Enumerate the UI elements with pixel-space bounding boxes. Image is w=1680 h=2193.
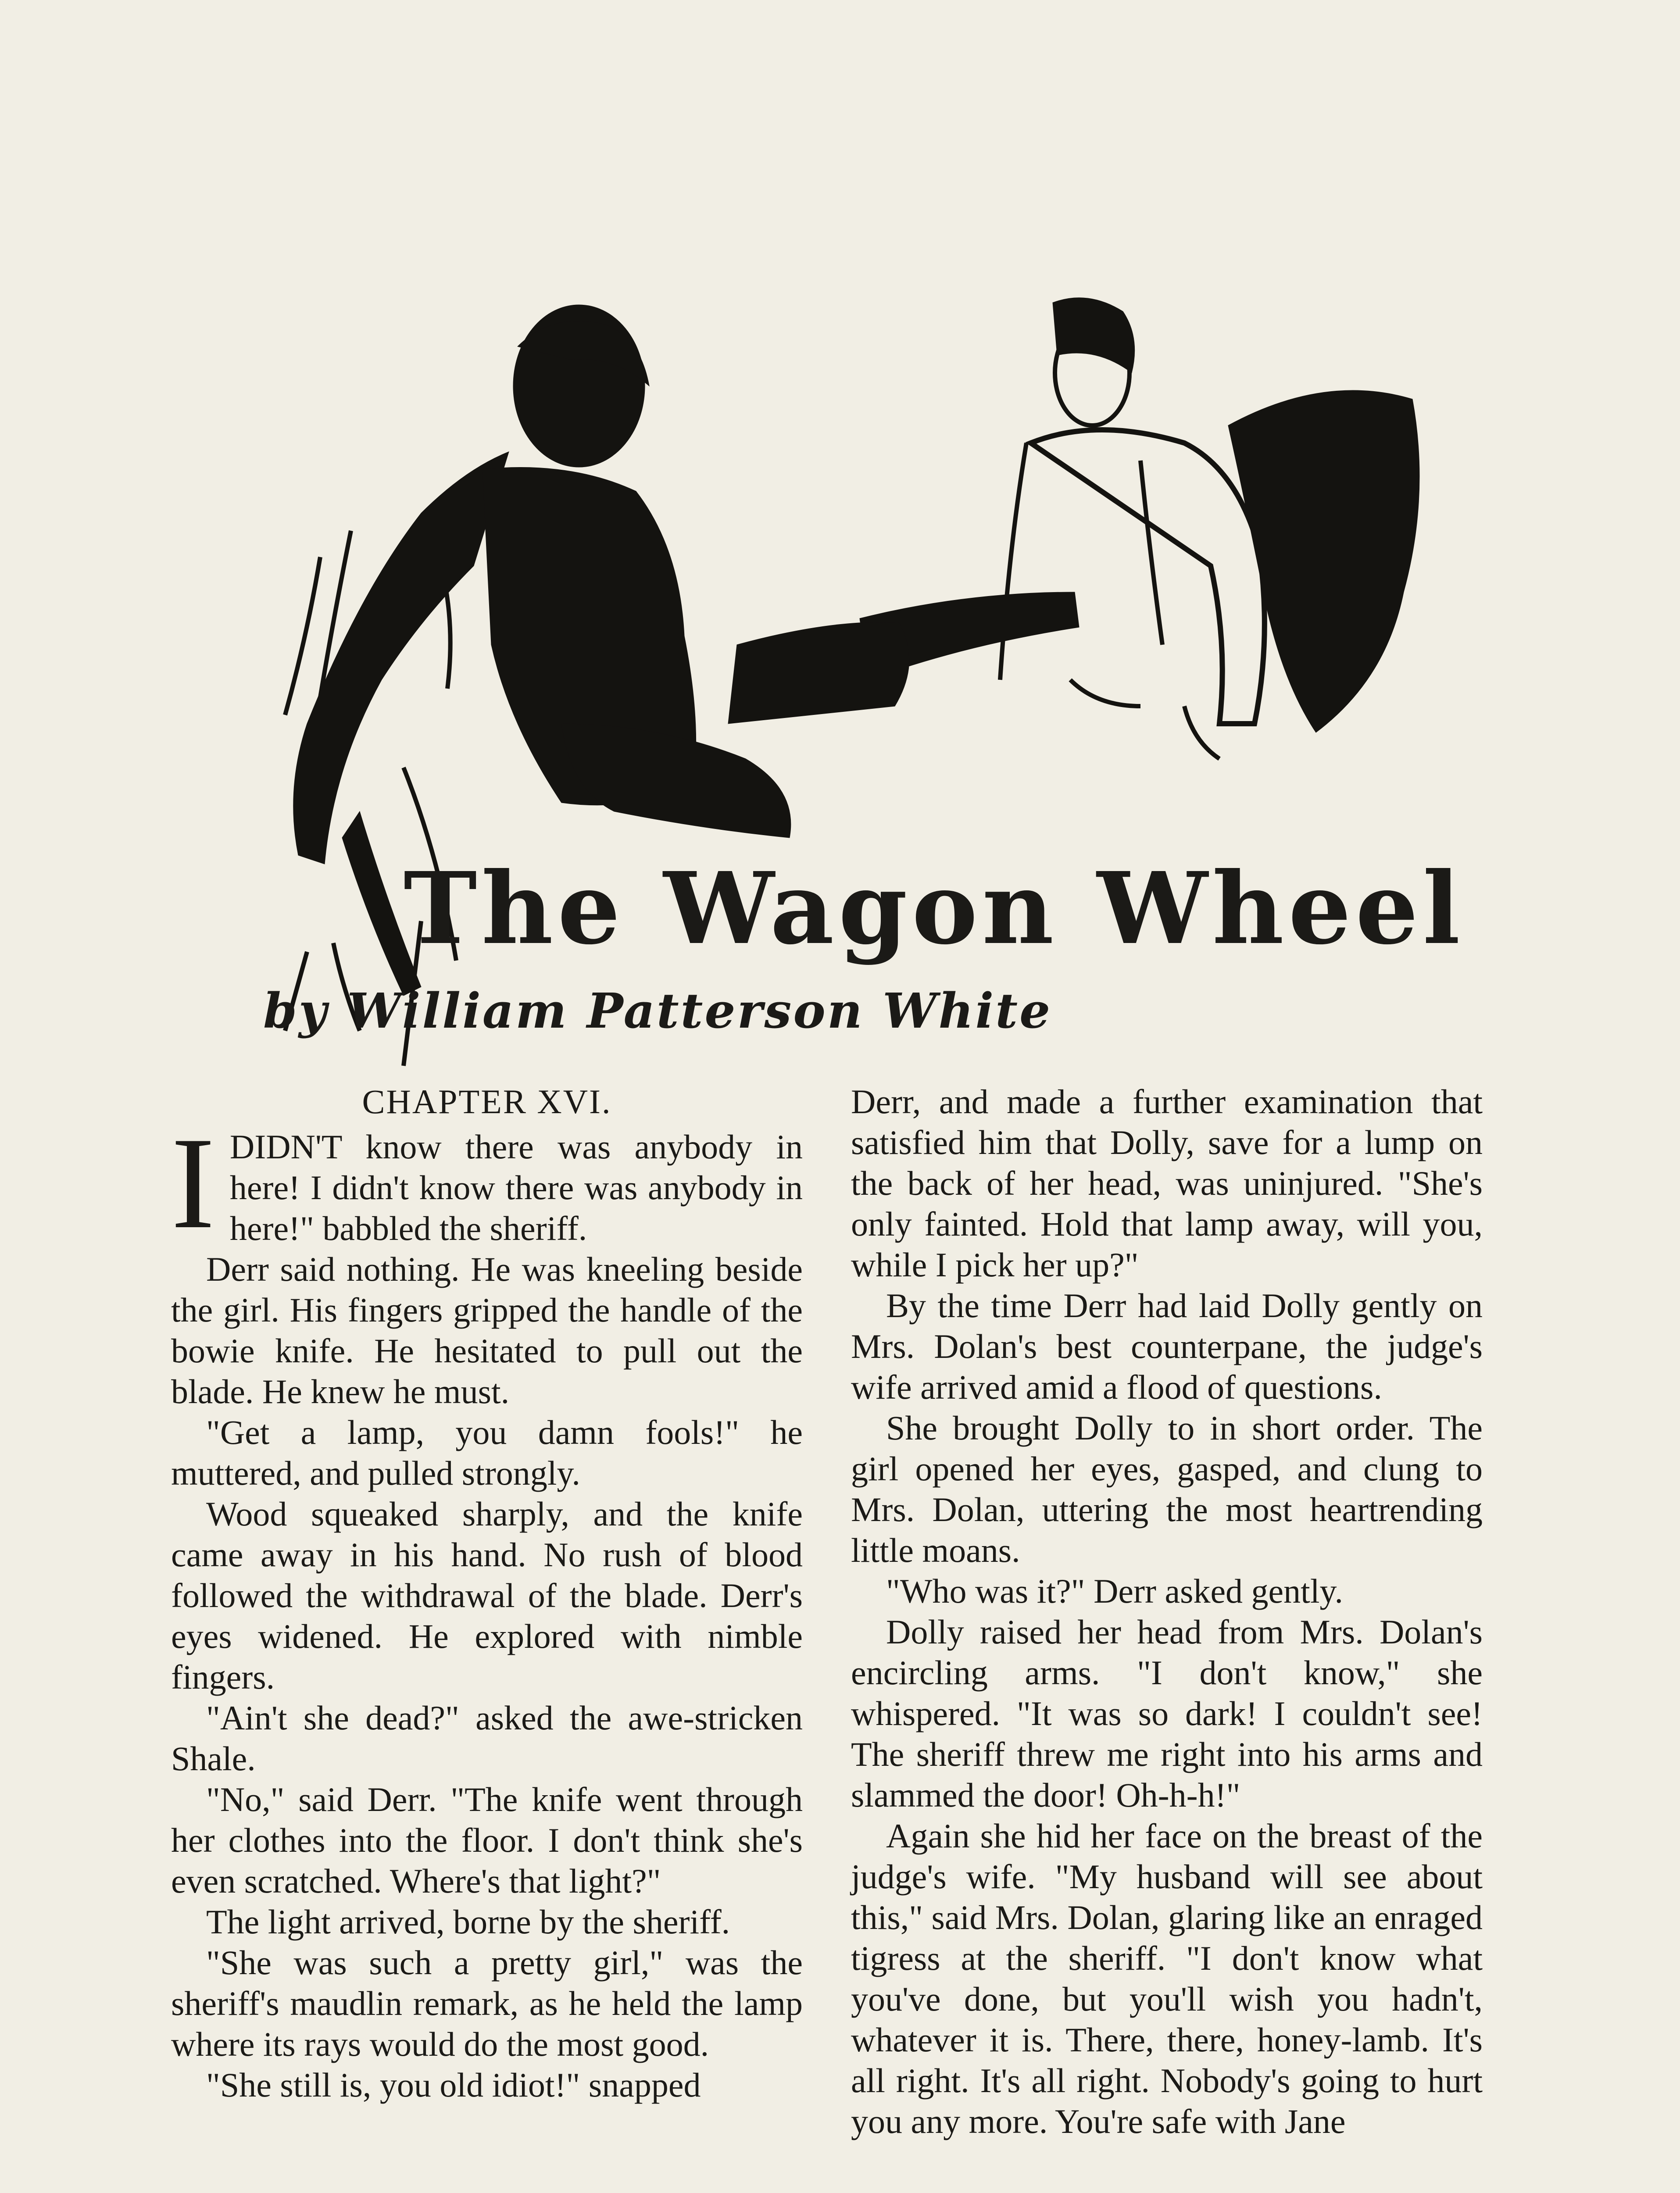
paragraph: She brought Dolly to in short order. The girl opened her eyes, gasped, and clung to Mrs. Dolan, uttering the most heartrending little moans. [851, 1409, 1483, 1569]
paragraph: Dolly raised her head from Mrs. Dolan's encircling arms. "I don't know," she whispered. "It was so dark! I couldn't see! The sheriff threw me right into his arms and slammed the door! Oh-h-h!" [851, 1613, 1483, 1814]
story-title: The Wagon Wheel [404, 851, 1465, 967]
continued-paragraph: Derr, and made a further examination that satisfied him that Dolly, save for a lump on the back of her head, was uninjured. "She's only fainted. Hold that lamp away, will you, while I pick her up?" [851, 1082, 1483, 1284]
paragraph: "She still is, you old idiot!" snapped [206, 2066, 701, 2104]
left-column [171, 1081, 803, 2105]
paragraph: Again she hid her face on the breast of the judge's wife. "My husband will see about this," said Mrs. Dolan, glaring like an enraged tigress at the sheriff. "I don't know what you've done, but you'll wish you hadn't, whatever it is. There, there, honey-lamb. It's all right. It's all right. Nobody's going to hurt you any more. You're safe with Jane [851, 1817, 1483, 2140]
paragraph: Wood squeaked sharply, and the knife came away in his hand. No rush of blood followed the withdrawal of the blade. Derr's eyes widened. He explored with nimble fingers. [171, 1495, 803, 1696]
paragraph: By the time Derr had laid Dolly gently on Mrs. Dolan's best counterpane, the judge's wife arrived amid a flood of questions. [851, 1286, 1483, 1406]
paragraph: "Get a lamp, you damn fools!" he muttered, and pulled strongly. [171, 1413, 803, 1492]
paragraph: The light arrived, borne by the sheriff. [206, 1903, 730, 1941]
opening-paragraph: IDIDN'T know there was anybody in here! I didn't know there was anybody in here!" babbled the sheriff. [171, 1110, 803, 1256]
right-figure [728, 298, 1419, 759]
story-byline: by William Patterson White [263, 982, 1052, 1039]
paragraph: "Ain't she dead?" asked the awe-stricken Shale. [171, 1699, 803, 1778]
chapter-heading: CHAPTER XVI. [362, 1082, 612, 1121]
paragraph: "She was such a pretty girl," was the sheriff's maudlin remark, as he held the lamp where its rays would do the most good. [171, 1943, 803, 2063]
paragraph: Derr said nothing. He was kneeling beside the girl. His fingers gripped the handle of the bowie knife. He hesitated to pull out the blade. He knew he must. [171, 1250, 803, 1411]
right-column [851, 1081, 1483, 2142]
drop-cap: I [171, 1110, 215, 1256]
paragraph: "Who was it?" Derr asked gently. [886, 1572, 1343, 1610]
paragraph: "No," said Derr. "The knife went through her clothes into the floor. I don't think she's even scratched. Where's that light?" [171, 1780, 803, 1900]
